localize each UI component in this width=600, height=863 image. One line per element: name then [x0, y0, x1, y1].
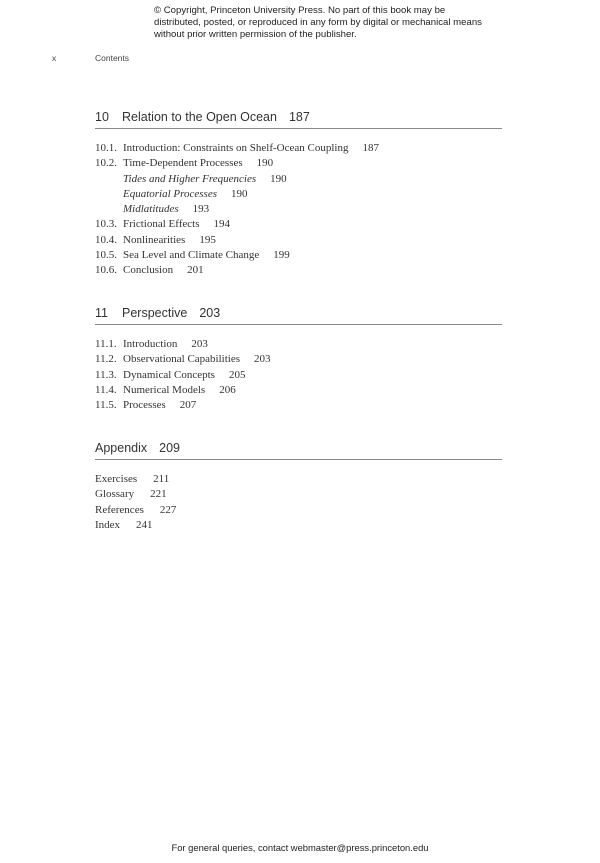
toc-entry[interactable]: [95, 487, 502, 502]
entry-title: References: [95, 503, 144, 516]
section-title: Sea Level and Climate Change: [123, 249, 260, 262]
section-number: 10.6.: [95, 264, 117, 277]
section-page: 199: [273, 249, 290, 262]
toc-entry[interactable]: [95, 503, 502, 518]
section-number: 11.1.: [95, 338, 117, 350]
section-title: Numerical Models: [123, 383, 206, 396]
appendix-page: 209: [159, 441, 180, 455]
appendix-section: [95, 441, 502, 533]
subsection-page: 190: [231, 187, 248, 200]
section-title: Observational Capabilities: [123, 353, 240, 366]
toc-entry[interactable]: [95, 263, 502, 278]
entry-title: Glossary: [95, 488, 135, 501]
section-page: 194: [213, 218, 230, 231]
toc-entry[interactable]: [95, 248, 502, 263]
toc-subentry[interactable]: [95, 172, 502, 187]
appendix-title[interactable]: Appendix: [95, 441, 148, 455]
entry-title: Index: [95, 518, 121, 531]
toc-entry[interactable]: [95, 217, 502, 232]
chapter-page: 187: [288, 110, 310, 124]
section-title: Introduction: Constraints on Shelf-Ocean Coupling: [123, 142, 349, 154]
toc-entry[interactable]: [95, 352, 502, 367]
section-title: Dynamical Concepts: [123, 368, 215, 381]
section-number: 10.3.: [95, 218, 117, 231]
section-number: 10.2.: [95, 157, 117, 170]
section-page: 203: [254, 353, 271, 366]
toc-entry[interactable]: [95, 233, 502, 248]
entry-page: 211: [153, 473, 170, 485]
chapter-number: 10: [95, 110, 109, 124]
footer-contact: For general queries, contact webmaster@press.princeton.edu: [171, 842, 429, 853]
section-number: 11.2.: [95, 353, 117, 366]
chapter-entries: [95, 337, 502, 413]
subsection-title: Equatorial Processes: [123, 187, 217, 200]
copyright-notice: © Copyright, Princeton University Press. No part of this book may be distributed, posted, or reproduced in any form by digital or mechanical means without prior written permission of the publisher.: [154, 5, 482, 40]
entry-page: 221: [150, 488, 167, 501]
section-page: 203: [191, 338, 208, 350]
section-page: 207: [179, 399, 197, 412]
section-page: 201: [187, 264, 204, 277]
toc-entry[interactable]: [95, 141, 502, 156]
chapter-number: 11: [95, 306, 108, 320]
section-page: 205: [228, 368, 246, 381]
entry-page: 241: [136, 518, 153, 531]
entry-title: Exercises: [95, 473, 138, 485]
chapter-entries: [95, 141, 502, 279]
section-title: Introduction: [123, 338, 178, 350]
toc-entry[interactable]: [95, 398, 502, 413]
toc-subentry[interactable]: [95, 187, 502, 202]
running-title: Contents: [95, 53, 130, 63]
section-page: 206: [219, 383, 236, 396]
toc-entry[interactable]: [95, 368, 502, 383]
toc-entry[interactable]: [95, 383, 502, 398]
section-title: Time-Dependent Processes: [123, 157, 243, 170]
subsection-title: Midlatitudes: [123, 203, 179, 216]
appendix-entries: [95, 472, 502, 533]
section-page: 187: [362, 142, 379, 154]
chapter-title[interactable]: Perspective: [122, 306, 188, 320]
chapter-heading: [95, 306, 502, 325]
appendix-heading: [95, 441, 502, 460]
section-number: 10.4.: [95, 233, 117, 246]
section-number: 10.5.: [95, 249, 117, 262]
chapter-title[interactable]: Relation to the Open Ocean: [122, 110, 277, 124]
section-title: Frictional Effects: [123, 218, 200, 231]
entry-page: 227: [159, 503, 177, 516]
section-number: 11.3.: [95, 368, 117, 381]
toc-subentry[interactable]: [95, 202, 502, 217]
toc-entry[interactable]: [95, 518, 502, 533]
subsection-page: 190: [270, 172, 287, 185]
section-number: 11.4.: [95, 383, 117, 396]
section-page: 190: [256, 157, 274, 170]
chapter-10: [95, 110, 502, 279]
section-number: 11.5.: [95, 399, 117, 412]
section-number: 10.1.: [95, 142, 117, 154]
section-title: Nonlinearities: [123, 233, 186, 246]
toc-entry[interactable]: [95, 472, 502, 487]
section-title: Conclusion: [123, 264, 174, 277]
chapter-11: [95, 306, 502, 413]
section-page: 195: [199, 233, 216, 246]
page-folio: x: [52, 53, 57, 63]
section-title: Processes: [123, 399, 166, 412]
chapter-heading: [95, 110, 502, 129]
subsection-page: 193: [192, 203, 210, 216]
subsection-title: Tides and Higher Frequencies: [123, 172, 257, 185]
chapter-page: 203: [199, 306, 221, 320]
toc-entry[interactable]: [95, 156, 502, 171]
toc-entry[interactable]: [95, 337, 502, 352]
